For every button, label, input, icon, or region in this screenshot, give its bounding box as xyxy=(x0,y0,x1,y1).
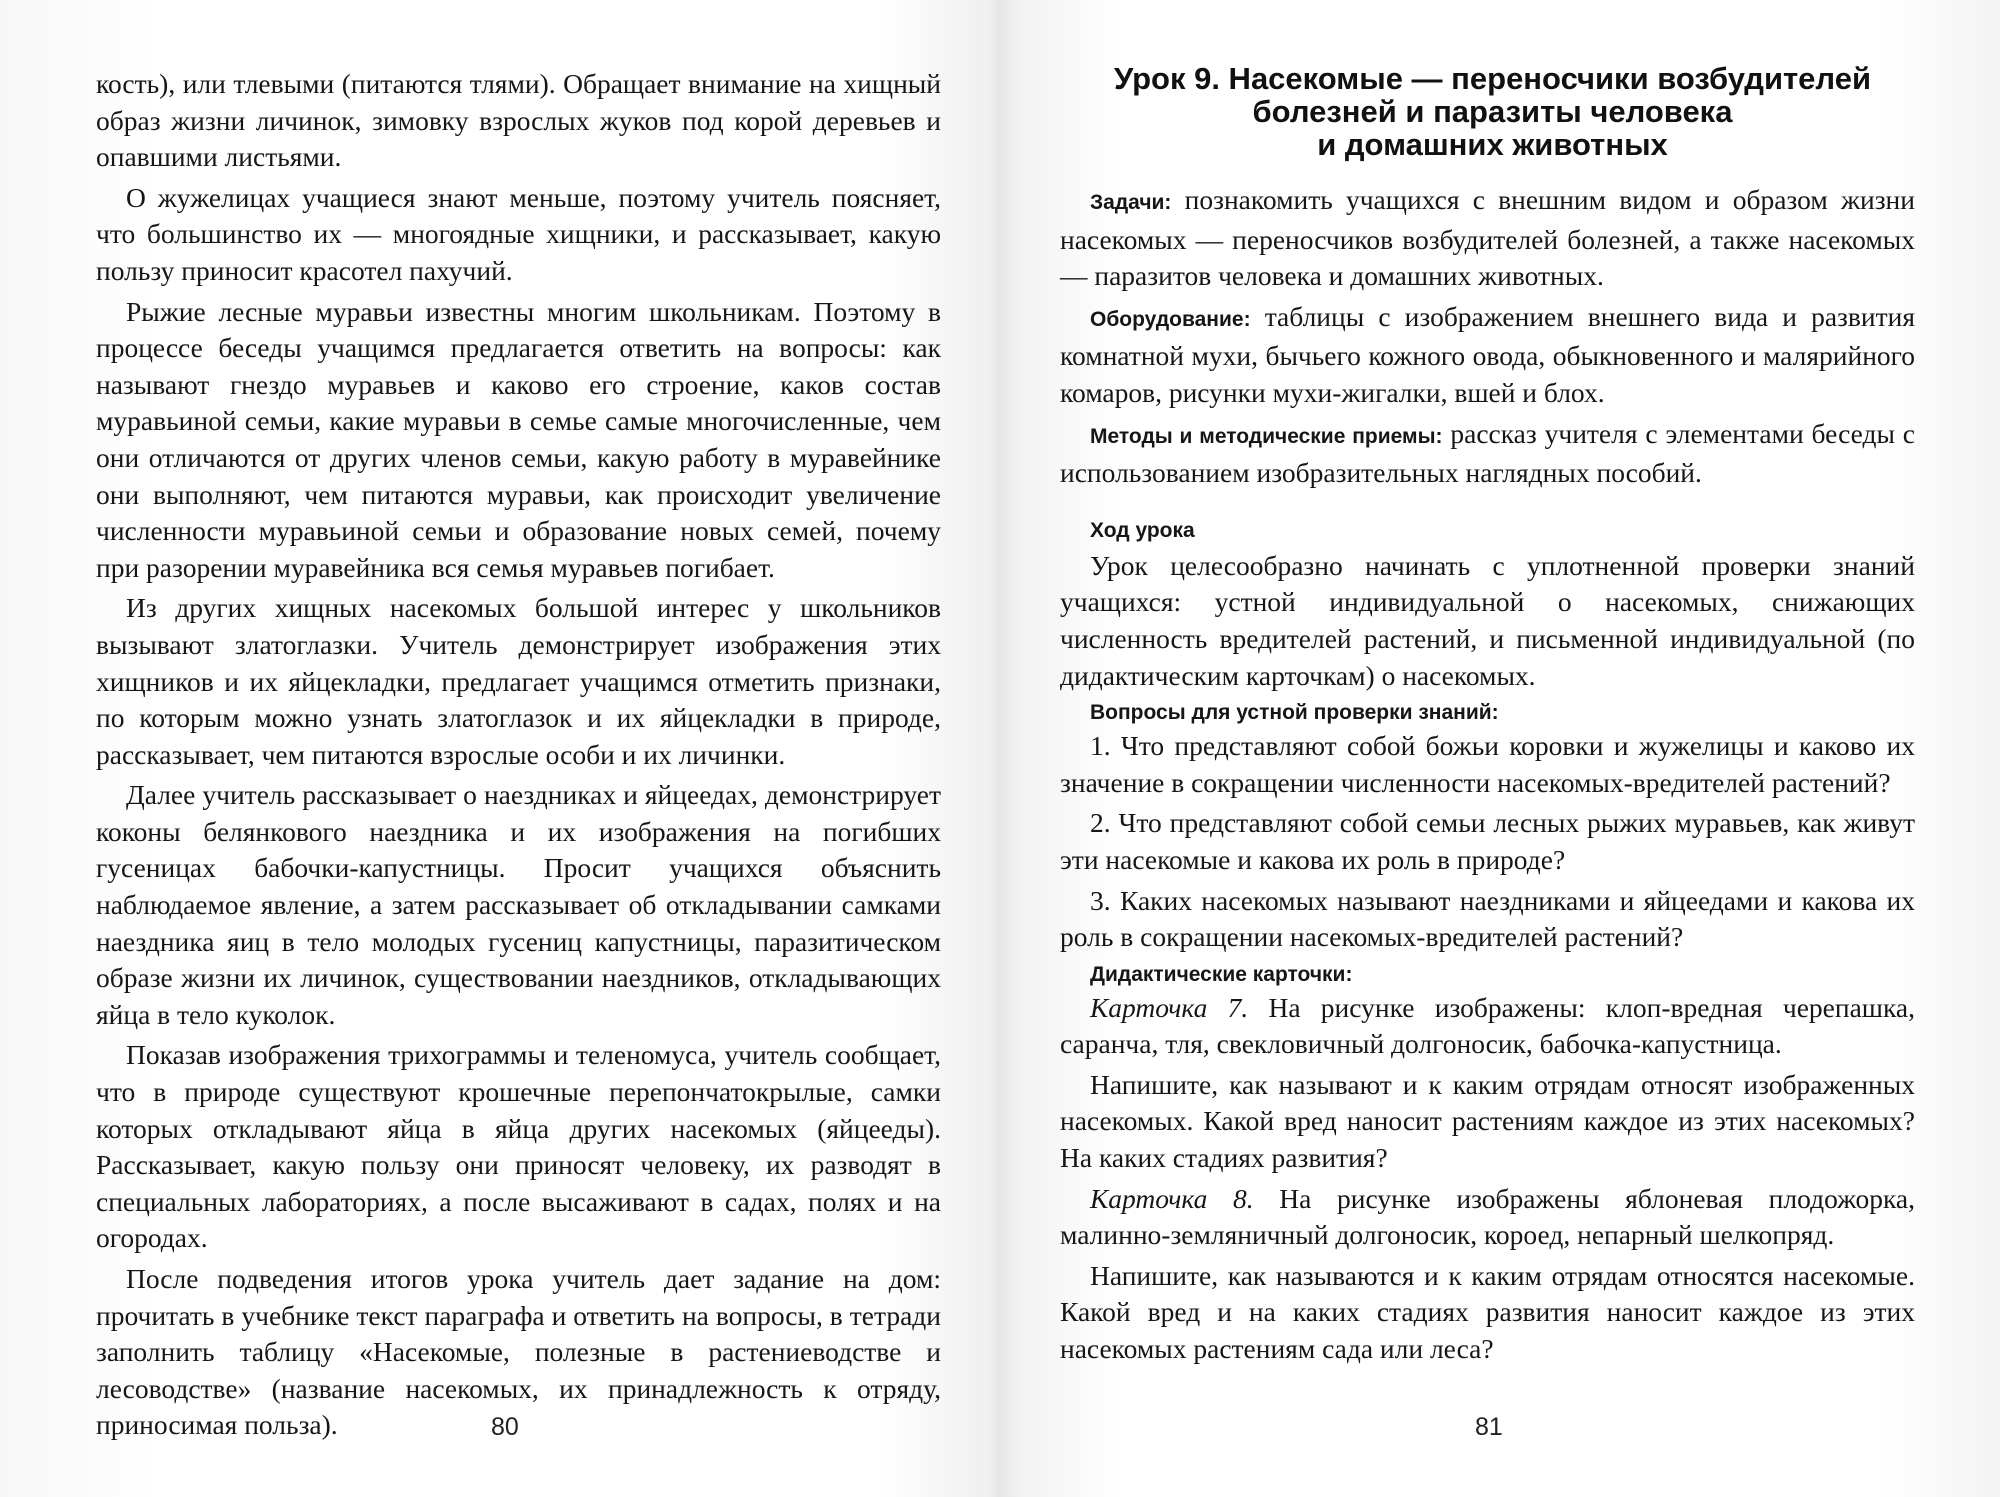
card-8-label: Карточка 8. xyxy=(1090,1182,1254,1214)
question-item: 1. Что представляют собой божьи коровки и жужелицы и каково их значение в сокращении численности насекомых-вредителей растений? xyxy=(1060,730,1915,798)
tasks-text: познакомить учащихся с внешним видом и образом жизни насекомых — переносчиков возбудителей болезней, а также насекомых — паразитов человека и домашних животных. xyxy=(1060,184,1915,292)
paragraph: Далее учитель рассказывает о наездниках и яйцеедах, демонстрирует коконы белянкового наездника и их изображения на погибших гусеницах бабочки-капустницы. Просит учащихся объяснить наблюдаемое явление, а затем рассказывает об откладывании самками наездника яиц в тело молодых гусениц капустницы, паразитическом образе жизни их личинок, существовании наездников, откладывающих яйца в тело куколок. xyxy=(96,779,941,1030)
paragraph: Из других хищных насекомых большой интерес у школьников вызывают златоглазки. Учитель демонстрирует изображения этих хищников и их яйцекладки, предлагает учащимся отметить признаки, по которым можно узнать златоглазок и их яйцекладки в природе, рассказывает, чем питаются взрослые особи и их личинки. xyxy=(96,592,941,770)
lesson-heading xyxy=(1040,62,1945,161)
methods-label: Методы и методические приемы: xyxy=(1090,424,1443,448)
equipment-paragraph xyxy=(1060,299,1915,412)
question-item: 2. Что представляют собой семьи лесных рыжих муравьев, как живут эти насекомые и какова их роль в природе? xyxy=(1060,807,1915,875)
paragraph: кость), или тлевыми (питаются тлями). Обращает внимание на хищный образ жизни личинок, зимовку взрослых жуков под корой деревьев и опавшими листьями. xyxy=(96,68,941,173)
paragraph: Показав изображения трихограммы и теленомуса, учитель сообщает, что в природе существуют крошечные перепончатокрылые, самки которых откладывают яйца в яйца других насекомых (яйцееды). Рассказывает, какую пользу они приносят человеку, их разводят в специальных лабораториях, а после высаживают в садах, полях и на огородах. xyxy=(96,1039,941,1254)
right-page xyxy=(1000,0,2000,1497)
heading-line: болезней и паразиты человека xyxy=(1252,94,1733,129)
card-8-paragraph xyxy=(1060,1181,1915,1254)
card-7-text: На рисунке изображены: клоп-вредная черепашка, саранча, тля, свекловичный долгоносик, бабочка-капустница. xyxy=(1060,991,1915,1060)
card-7-task: Напишите, как называют и к каким отрядам относят изображенных насекомых. Какой вред наносит растениям каждое из этих насекомых? На каких стадиях развития? xyxy=(1060,1068,1915,1174)
cards-heading: Дидактические карточки: xyxy=(1090,962,1353,986)
methods-text: рассказ учителя с элементами беседы с использованием изобразительных наглядных пособий. xyxy=(1060,417,1915,489)
paragraph: После подведения итогов урока учитель дает задание на дом: прочитать в учебнике текст параграфа и ответить на вопросы, в тетради заполнить таблицу «Насекомые, полезные в растениеводстве и лесоводстве» (название насекомых, их принадлежность к отряду, приносимая польза). xyxy=(96,1263,941,1441)
paragraph: О жужелицах учащиеся знают меньше, поэтому учитель поясняет, что большинство их — многоядные хищники, и рассказывает, какую пользу приносит красотел пахучий. xyxy=(96,181,941,286)
heading-line: и домашних животных xyxy=(1317,127,1668,162)
tasks-paragraph xyxy=(1060,182,1915,295)
right-page-text xyxy=(1060,182,1915,1372)
card-8-text: На рисунке изображены яблоневая плодожорка, малинно-земляничный долгоносик, короед, непарный шелкопряд. xyxy=(1060,1182,1915,1251)
left-page-text xyxy=(96,66,941,1448)
card-7-label: Карточка 7. xyxy=(1090,991,1249,1023)
page-number: 81 xyxy=(1475,1413,1503,1441)
oral-questions-heading: Вопросы для устной проверки знаний: xyxy=(1090,701,1499,725)
page-number: 80 xyxy=(491,1413,519,1441)
question-item: 3. Каких насекомых называют наездниками и яйцеедами и какова их роль в сокращении насекомых-вредителей растений? xyxy=(1060,884,1915,953)
lesson-flow-heading: Ход урока xyxy=(1090,518,1195,542)
lesson-flow-paragraph: Урок целесообразно начинать с уплотненной проверки знаний учащихся: устной индивидуальной о насекомых, снижающих численность вредителей растений, и письменной индивидуальной (по дидактическим карточкам) о насекомых. xyxy=(1060,549,1915,691)
heading-line: Урок 9. Насекомые — переносчики возбудителей xyxy=(1113,61,1872,96)
card-8-task: Напишите, как называются и к каким отрядам относятся насекомые. Какой вред и на каких стадиях развития наносит каждое из этих насекомых растениям сада или леса? xyxy=(1060,1259,1915,1365)
card-7-paragraph xyxy=(1060,990,1915,1063)
paragraph: Рыжие лесные муравьи известны многим школьникам. Поэтому в процессе беседы учащимся предлагается ответить на вопросы: как называют гнездо муравьев и каково его строение, каков состав муравьиной семьи, какие муравьи в семье самые многочисленные, чем они отличаются от других членов семьи, какую работу в муравейнике они выполняют, чем питаются муравьи, как происходит увеличение численности муравьиной семьи и образование новых семей, почему при разорении муравейника вся семья муравьев погибает. xyxy=(96,295,941,583)
equipment-text: таблицы с изображением внешнего вида и развития комнатной мухи, бычьего кожного овода, обыкновенного и малярийного комаров, рисунки мухи-жигалки, вшей и блох. xyxy=(1060,300,1915,408)
methods-paragraph xyxy=(1060,416,1915,492)
tasks-label: Задачи: xyxy=(1090,191,1172,214)
equipment-label: Оборудование: xyxy=(1090,307,1251,331)
